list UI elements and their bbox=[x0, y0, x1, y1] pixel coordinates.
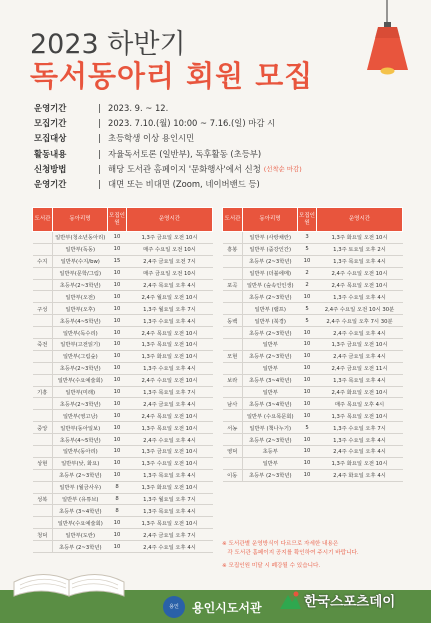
capacity-cell: 2 bbox=[298, 267, 317, 279]
table-row bbox=[223, 410, 403, 422]
notes bbox=[222, 540, 359, 571]
club-cell: 초등부 (2~3학년) bbox=[53, 469, 108, 481]
table-row bbox=[223, 374, 403, 386]
time-cell: 2,4주 수요일 오후 4시 bbox=[127, 434, 213, 446]
capacity-cell: 10 bbox=[108, 232, 127, 244]
table-row bbox=[223, 232, 403, 244]
time-cell: 2,4주 수요일 오전 10시 bbox=[127, 374, 213, 386]
table-row bbox=[33, 517, 213, 529]
table-row bbox=[223, 303, 403, 315]
time-cell: 1,3주 화요일 오전 10시 bbox=[317, 457, 403, 469]
region-cell bbox=[223, 362, 243, 374]
capacity-cell: 8 bbox=[108, 481, 127, 493]
time-cell: 1,3주 수요일 오후 7시 bbox=[317, 422, 403, 434]
header-capacity: 모집인원 bbox=[108, 208, 127, 232]
club-cell: 일반부(동아리) bbox=[53, 446, 108, 458]
club-cell: 일반부(수지/bw) bbox=[53, 255, 108, 267]
table-row bbox=[33, 422, 213, 434]
capacity-cell: 10 bbox=[108, 398, 127, 410]
table-row bbox=[33, 255, 213, 267]
table-row bbox=[33, 327, 213, 339]
capacity-cell: 10 bbox=[108, 469, 127, 481]
region-cell bbox=[33, 362, 53, 374]
club-cell: 일반부(독수리) bbox=[53, 327, 108, 339]
watermark-logo-icon bbox=[278, 589, 302, 613]
divider: | bbox=[98, 133, 101, 144]
capacity-cell: 10 bbox=[108, 529, 127, 541]
region-cell bbox=[33, 291, 53, 303]
capacity-cell: 5 bbox=[298, 303, 317, 315]
info-label: 운영기간 bbox=[34, 178, 67, 189]
info-label: 신청방법 bbox=[34, 163, 67, 174]
club-cell: 일반부 (사랑채란) bbox=[243, 232, 298, 244]
club-cell: 초등부(2~3학년) bbox=[53, 398, 108, 410]
time-cell: 1,3주 화요일 오전 10시 bbox=[317, 232, 403, 244]
time-cell: 매주 금요일 오전 10시 bbox=[127, 267, 213, 279]
region-cell bbox=[33, 350, 53, 362]
header-time: 운영시간 bbox=[317, 208, 403, 232]
club-cell: 일반부 bbox=[243, 339, 298, 351]
club-cell: 일반부 (램프) bbox=[243, 303, 298, 315]
time-cell: 1,3주 목요일 오후 4시 bbox=[127, 469, 213, 481]
table-row bbox=[33, 303, 213, 315]
time-cell: 1,3주 금요일 오전 10시 bbox=[317, 339, 403, 351]
time-cell: 2,4주 월요일 오전 10시 bbox=[127, 291, 213, 303]
capacity-cell: 10 bbox=[108, 410, 127, 422]
header-capacity: 모집인원 bbox=[298, 208, 317, 232]
capacity-cell: 10 bbox=[108, 315, 127, 327]
club-cell: 초등부 (2~3학년) bbox=[243, 350, 298, 362]
time-cell: 2,4주 금요일 오전 11시 bbox=[317, 362, 403, 374]
time-cell: 2,4주 목요일 오전 10시 bbox=[127, 327, 213, 339]
note-line: 각 도서관 홈페이지 공지를 확인하여 주시기 바랍니다. bbox=[222, 549, 359, 556]
region-cell: 죽전 bbox=[33, 339, 53, 351]
region-cell bbox=[223, 434, 243, 446]
club-cell: 일반부 bbox=[243, 362, 298, 374]
table-row bbox=[223, 422, 403, 434]
table-row bbox=[223, 398, 403, 410]
table-row bbox=[223, 339, 403, 351]
region-cell bbox=[33, 267, 53, 279]
time-cell: 1,3주 수요일 오후 4시 bbox=[127, 362, 213, 374]
region-cell bbox=[33, 410, 53, 422]
region-cell: 성복 bbox=[33, 493, 53, 505]
region-cell bbox=[33, 279, 53, 291]
info-label: 모집대상 bbox=[34, 133, 67, 144]
club-cell: 초등부 (2~3학년) bbox=[243, 434, 298, 446]
time-cell: 1,3주 수요일 오전 10시 bbox=[127, 457, 213, 469]
club-cell: 초등부 (3~4학년) bbox=[53, 505, 108, 517]
club-cell: 초등부 (3~4학년) bbox=[243, 398, 298, 410]
capacity-cell: 10 bbox=[108, 291, 127, 303]
capacity-cell: 10 bbox=[108, 267, 127, 279]
capacity-cell: 10 bbox=[108, 434, 127, 446]
club-cell: 일반부 (월금사우) bbox=[53, 481, 108, 493]
watermark-text: 한국스포츠데이 bbox=[304, 594, 396, 610]
info-label: 활동내용 bbox=[34, 148, 67, 159]
time-cell: 1,3주 목요일 오후 4시 bbox=[127, 505, 213, 517]
time-cell: 2,4주 화요일 오후 4시 bbox=[317, 469, 403, 481]
time-cell: 1,3주 목요일 오전 10시 bbox=[127, 422, 213, 434]
table-row bbox=[33, 493, 213, 505]
club-cell: 초등부 bbox=[243, 446, 298, 458]
schedule-table-left bbox=[32, 207, 213, 553]
table-row bbox=[223, 457, 403, 469]
region-cell bbox=[223, 232, 243, 244]
capacity-cell: 10 bbox=[298, 386, 317, 398]
time-cell: 2,4주 금요일 오후 4시 bbox=[127, 398, 213, 410]
club-cell: 초등부 (2~3학년) bbox=[243, 327, 298, 339]
region-cell bbox=[33, 327, 53, 339]
club-cell: 일반부 bbox=[243, 386, 298, 398]
capacity-cell: 10 bbox=[108, 374, 127, 386]
region-cell bbox=[33, 446, 53, 458]
region-cell: 모현 bbox=[223, 350, 243, 362]
capacity-cell: 10 bbox=[108, 350, 127, 362]
region-cell: 중앙 bbox=[33, 422, 53, 434]
club-cell: 일반부(수요예술회) bbox=[53, 374, 108, 386]
info-note: (선착순 마감) bbox=[263, 164, 302, 173]
info-value: 2023. 9. ~ 12. bbox=[108, 103, 169, 113]
capacity-cell: 10 bbox=[298, 291, 317, 303]
region-cell bbox=[33, 398, 53, 410]
table-row bbox=[33, 410, 213, 422]
time-cell: 1,3주 토요일 오후 2시 bbox=[317, 243, 403, 255]
table-row bbox=[33, 374, 213, 386]
region-cell: 남사 bbox=[223, 398, 243, 410]
time-cell: 1,3주 월요일 오후 7시 bbox=[127, 303, 213, 315]
header-club: 동아리명 bbox=[53, 208, 108, 232]
table-row bbox=[33, 398, 213, 410]
capacity-cell: 10 bbox=[108, 457, 127, 469]
table-header-row bbox=[223, 208, 403, 232]
club-cell: 일반부(그림숲) bbox=[53, 350, 108, 362]
club-cell: 일반부 (수요목문회) bbox=[243, 410, 298, 422]
info-value: 2023. 7.10.(월) 10:00 ~ 7.16.(일) 마감 시 bbox=[108, 118, 276, 129]
region-cell bbox=[223, 386, 243, 398]
open-book-icon bbox=[6, 552, 136, 598]
club-cell: 일반부 (책나누기) bbox=[243, 422, 298, 434]
capacity-cell: 10 bbox=[298, 362, 317, 374]
capacity-cell: 5 bbox=[298, 422, 317, 434]
region-cell bbox=[33, 374, 53, 386]
info-row bbox=[34, 162, 414, 177]
capacity-cell: 3 bbox=[298, 232, 317, 244]
region-cell bbox=[33, 232, 53, 244]
page-subtitle: 2023 하반기 bbox=[30, 29, 186, 60]
capacity-cell: 10 bbox=[108, 517, 127, 529]
info-value: 초등학생 이상 용인시민 bbox=[108, 133, 195, 144]
table-row bbox=[223, 386, 403, 398]
table-row bbox=[33, 481, 213, 493]
capacity-cell: 8 bbox=[108, 505, 127, 517]
time-cell: 1,3주 목요일 오전 10시 bbox=[127, 339, 213, 351]
table-row bbox=[223, 291, 403, 303]
region-cell: 기흥 bbox=[33, 386, 53, 398]
table-row bbox=[223, 279, 403, 291]
club-cell: 일반부(오후) bbox=[53, 303, 108, 315]
region-cell: 이동 bbox=[223, 469, 243, 481]
region-cell bbox=[33, 469, 53, 481]
table-row bbox=[223, 243, 403, 255]
table-row bbox=[223, 327, 403, 339]
time-cell: 2,4주 금요일 오후 7시 bbox=[127, 529, 213, 541]
info-label: 운영기간 bbox=[34, 103, 67, 113]
region-cell bbox=[33, 505, 53, 517]
time-cell: 1,3주 목요일 오후 4시 bbox=[317, 255, 403, 267]
region-cell bbox=[223, 303, 243, 315]
club-cell: 일반부(문학/그림) bbox=[53, 267, 108, 279]
region-cell bbox=[223, 291, 243, 303]
club-cell: 일반부 (더블에메) bbox=[243, 267, 298, 279]
table-row bbox=[33, 541, 213, 553]
table-row bbox=[33, 505, 213, 517]
capacity-cell: 10 bbox=[108, 279, 127, 291]
table-row bbox=[223, 350, 403, 362]
club-cell: 일반부 (줌강인간) bbox=[243, 243, 298, 255]
capacity-cell: 2 bbox=[298, 279, 317, 291]
pendant-lamp-icon bbox=[356, 0, 416, 80]
time-cell: 2,4주 화요일 오전 10시 bbox=[317, 386, 403, 398]
region-cell bbox=[223, 410, 243, 422]
table-row bbox=[33, 339, 213, 351]
time-cell: 2,4주 목요일 오전 10시 bbox=[127, 410, 213, 422]
club-cell: 일반부(낮, 화요) bbox=[53, 457, 108, 469]
club-cell: 초등부 (2~3학년) bbox=[243, 469, 298, 481]
table-row bbox=[33, 291, 213, 303]
info-row bbox=[34, 131, 414, 146]
table-row bbox=[223, 267, 403, 279]
region-cell: 서농 bbox=[223, 422, 243, 434]
club-cell: 일반부(미래) bbox=[53, 386, 108, 398]
divider: | bbox=[98, 103, 101, 113]
table-row bbox=[33, 446, 213, 458]
info-value: 해당 도서관 홈페이지 '문화행사'에서 신청 bbox=[108, 163, 261, 174]
club-cell: 초등부(2~3학년) bbox=[53, 279, 108, 291]
capacity-cell: 10 bbox=[108, 327, 127, 339]
time-cell: 매주 수요일 오전 10시 bbox=[127, 243, 213, 255]
club-cell: 일반부(독동) bbox=[53, 243, 108, 255]
capacity-cell: 10 bbox=[108, 339, 127, 351]
capacity-cell: 10 bbox=[108, 386, 127, 398]
table-row bbox=[33, 362, 213, 374]
header-time: 운영시간 bbox=[127, 208, 213, 232]
note-line: ※ 도서관별 운영방식이 다르므로 자세한 내용은 bbox=[222, 541, 339, 547]
time-cell: 1,3주 수요일 오후 4시 bbox=[127, 315, 213, 327]
capacity-cell: 10 bbox=[108, 422, 127, 434]
table-row bbox=[223, 362, 403, 374]
time-cell: 1,3주 목요일 오후 7시 bbox=[127, 386, 213, 398]
time-cell: 매주 목요일 오후 4시 bbox=[317, 398, 403, 410]
table-row bbox=[223, 434, 403, 446]
club-cell: 초등부 (2~3학년) bbox=[53, 541, 108, 553]
info-label: 모집기간 bbox=[34, 118, 67, 129]
region-cell bbox=[223, 255, 243, 267]
time-cell: 1,3주 화요일 오전 10시 bbox=[127, 481, 213, 493]
capacity-cell: 10 bbox=[298, 398, 317, 410]
region-cell: 보라 bbox=[223, 374, 243, 386]
region-cell bbox=[223, 267, 243, 279]
capacity-cell: 10 bbox=[298, 350, 317, 362]
region-cell: 수지 bbox=[33, 255, 53, 267]
table-row bbox=[33, 279, 213, 291]
divider: | bbox=[98, 148, 101, 159]
table-row bbox=[33, 350, 213, 362]
region-cell bbox=[33, 541, 53, 553]
time-cell: 1,3주 화요일 오전 10시 bbox=[127, 350, 213, 362]
capacity-cell: 10 bbox=[298, 457, 317, 469]
note-line: ※ 모집인원 미달 시 폐강될 수 있습니다. bbox=[222, 563, 321, 569]
library-logo: 용인 bbox=[163, 596, 185, 618]
library-name: 용인시도서관 bbox=[192, 601, 262, 615]
region-cell: 흥봉 bbox=[223, 243, 243, 255]
club-cell: 초등부(4~5학년) bbox=[53, 434, 108, 446]
capacity-cell: 10 bbox=[298, 255, 317, 267]
table-row bbox=[33, 232, 213, 244]
capacity-cell: 10 bbox=[298, 339, 317, 351]
table-row bbox=[223, 469, 403, 481]
club-cell: 일반부 bbox=[243, 457, 298, 469]
region-cell bbox=[33, 434, 53, 446]
time-cell: 1,3주 목요일 오후 4시 bbox=[317, 374, 403, 386]
capacity-cell: 8 bbox=[108, 493, 127, 505]
table-row bbox=[33, 434, 213, 446]
table-row bbox=[33, 529, 213, 541]
time-cell: 2,4주 목요일 오후 4시 bbox=[127, 279, 213, 291]
divider: | bbox=[98, 118, 101, 129]
capacity-cell: 15 bbox=[108, 255, 127, 267]
time-cell: 2,4주 수요일 오후 4시 bbox=[317, 446, 403, 458]
club-cell: 일반부 (북경) bbox=[243, 315, 298, 327]
capacity-cell: 10 bbox=[108, 541, 127, 553]
club-cell: 일반부 (유튜브) bbox=[53, 493, 108, 505]
club-cell: 일반부(청소년동아리) bbox=[53, 232, 108, 244]
time-cell: 1,3주 금요일 오전 10시 bbox=[127, 446, 213, 458]
region-cell bbox=[33, 481, 53, 493]
region-cell bbox=[223, 339, 243, 351]
club-cell: 일반부(고전읽기) bbox=[53, 339, 108, 351]
table-row bbox=[223, 255, 403, 267]
info-value: 자율독서토론 (일반부), 독후활동 (초등부) bbox=[108, 148, 262, 159]
club-cell: 일반부(영고낭) bbox=[53, 410, 108, 422]
table-header-row bbox=[33, 208, 213, 232]
club-cell: 초등부 (2~3학년) bbox=[243, 255, 298, 267]
divider: | bbox=[98, 163, 101, 174]
capacity-cell: 10 bbox=[108, 243, 127, 255]
time-cell: 2,4주 금요일 오후 4시 bbox=[317, 350, 403, 362]
time-cell: 2,4주 수요일 오후 4시 bbox=[317, 327, 403, 339]
club-cell: 초등부(2~3학년) bbox=[53, 362, 108, 374]
table-row bbox=[223, 315, 403, 327]
capacity-cell: 10 bbox=[108, 303, 127, 315]
club-cell: 일반부(도란) bbox=[53, 529, 108, 541]
info-row bbox=[34, 101, 414, 116]
table-row bbox=[223, 446, 403, 458]
region-cell bbox=[223, 457, 243, 469]
header-region: 도서관 bbox=[223, 208, 243, 232]
divider: | bbox=[98, 178, 101, 189]
time-cell: 1,3주 목요일 오전 10시 bbox=[127, 517, 213, 529]
time-cell: 2,4주 수요일 오전 10시 30분 bbox=[317, 303, 403, 315]
time-cell: 2,4주 수요일 오후 7시 30분 bbox=[317, 315, 403, 327]
capacity-cell: 10 bbox=[108, 362, 127, 374]
club-cell: 일반부(오전) bbox=[53, 291, 108, 303]
capacity-cell: 5 bbox=[298, 243, 317, 255]
club-cell: 초등부(4~5학년) bbox=[53, 315, 108, 327]
header-club: 동아리명 bbox=[243, 208, 298, 232]
region-cell bbox=[33, 315, 53, 327]
info-row bbox=[34, 147, 414, 162]
header-region: 도서관 bbox=[33, 208, 53, 232]
region-cell bbox=[33, 243, 53, 255]
capacity-cell: 10 bbox=[298, 374, 317, 386]
time-cell: 2,4주 수요일 오전 10시 bbox=[317, 267, 403, 279]
region-cell: 동백 bbox=[223, 315, 243, 327]
time-cell: 1,3주 수요일 오후 4시 bbox=[317, 291, 403, 303]
schedule-table-right bbox=[222, 207, 403, 482]
club-cell: 초등부 (2~3학년) bbox=[243, 291, 298, 303]
capacity-cell: 10 bbox=[108, 446, 127, 458]
table-row bbox=[33, 243, 213, 255]
table-row bbox=[33, 457, 213, 469]
page-title: 독서동아리 회원 모집 bbox=[30, 59, 314, 93]
table-row bbox=[33, 315, 213, 327]
region-cell: 청덕 bbox=[33, 529, 53, 541]
region-cell bbox=[33, 517, 53, 529]
region-cell: 상현 bbox=[33, 457, 53, 469]
club-cell: 초등부 (3~4학년) bbox=[243, 374, 298, 386]
region-cell: 구성 bbox=[33, 303, 53, 315]
capacity-cell: 10 bbox=[298, 410, 317, 422]
capacity-cell: 10 bbox=[298, 327, 317, 339]
region-cell: 영덕 bbox=[223, 446, 243, 458]
time-cell: 2,4주 목요일 오전 10시 bbox=[317, 279, 403, 291]
table-row bbox=[33, 386, 213, 398]
time-cell: 1,3주 목요일 오전 10시 bbox=[317, 410, 403, 422]
table-row bbox=[33, 267, 213, 279]
region-cell: 포곡 bbox=[223, 279, 243, 291]
info-row bbox=[34, 177, 414, 192]
club-cell: 일반부(수요예술회) bbox=[53, 517, 108, 529]
club-cell: 일반부(동아일보) bbox=[53, 422, 108, 434]
time-cell: 1,3주 월요일 오후 7시 bbox=[127, 493, 213, 505]
capacity-cell: 10 bbox=[298, 434, 317, 446]
info-section bbox=[34, 101, 414, 192]
time-cell: 2,4주 금요일 오전 7시 bbox=[127, 255, 213, 267]
capacity-cell: 5 bbox=[298, 315, 317, 327]
info-row bbox=[34, 116, 414, 131]
region-cell bbox=[223, 327, 243, 339]
table-row bbox=[33, 469, 213, 481]
time-cell: 1,3주 수요일 오후 4시 bbox=[317, 434, 403, 446]
time-cell: 2,4주 수요일 오후 4시 bbox=[127, 541, 213, 553]
capacity-cell: 10 bbox=[298, 446, 317, 458]
capacity-cell: 10 bbox=[298, 469, 317, 481]
time-cell: 1,3주 금요일 오전 10시 bbox=[127, 232, 213, 244]
info-value: 대면 또는 비대면 (Zoom, 네이버밴드 등) bbox=[108, 178, 260, 189]
club-cell: 일반부 (숲속인인생) bbox=[243, 279, 298, 291]
